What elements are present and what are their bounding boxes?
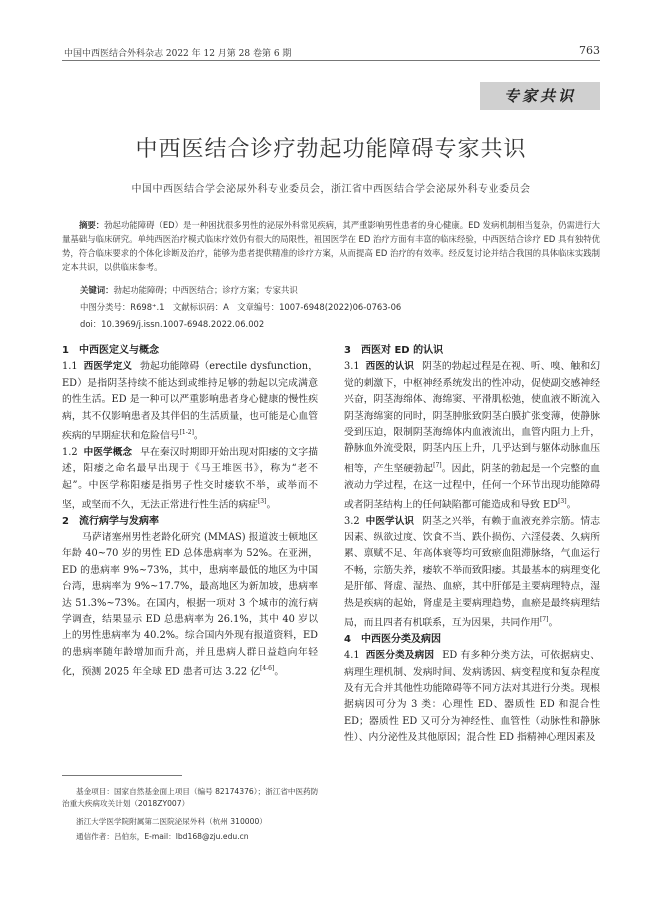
keywords-text: 勃起功能障碍；中西医结合；诊疗方案；专家共识	[113, 285, 298, 295]
section-3-heading: 3 西医对 ED 的认识	[344, 345, 444, 356]
abstract	[62, 218, 600, 274]
keywords-label: 关键词：	[80, 285, 114, 295]
abstract-text: 勃起功能障碍（ED）是一种困扰很多男性的泌尿外科常见疾病，其严重影响男性患者的身心健康。ED 发病机制相当复杂，仍需进行大量基础与临床研究。单纯西医治疗模式临床疗效仍有很大的局限性，祖国医学在 ED 治疗方面有丰富的临床经验，中西医结合诊疗 ED 具有独特优势，符合临床要求的个体化诊断及治疗，能够为患者提供精准的诊疗方案，从而提高 ED 治疗的有效率。经反复讨论并结合我国的具体临床实践制定本共识，以供临床参考。	[62, 220, 601, 272]
section-2-heading: 2 流行病学与发病率	[62, 515, 159, 527]
authors: 中国中西医结合学会泌尿外科专业委员会，浙江省中西医结合学会泌尿外科专业委员会	[131, 184, 531, 195]
section-3-1: 3.1 西医的认识 阴茎的勃起过程是在视、听、嗅、触和幻觉的刺激下，中枢神经系统发出的性冲动，促使副交感神经兴奋，阴茎海绵体、海绵窦、平滑肌松弛，使血液不断流入阴茎海绵窦的同时，阴茎肿胀致阴茎白膜扩张变薄，使静脉受到压迫，限制阴茎海绵体内血液流出，血管内阻力上升，静脉血外流受限，阴茎内压上升，几乎达到与躯体动脉血压相等，产生坚硬勃起[7]。因此，阴茎的勃起是一个完整的血液动力学过程，在这一过程中，任何一个环节出现功能障碍或者阴茎结构上的任何缺陷都可能造成和导致 ED[3]。	[344, 361, 601, 511]
keywords	[80, 284, 600, 296]
section-4-heading: 4 中西医分类及病因	[344, 633, 441, 645]
classification-meta: 中图分类号：R698⁺.1 文献标识码：A 文章编号：1007-6948(2022)06-0763-06	[80, 302, 402, 312]
footnote-correspondence: 通信作者：吕伯东，E-mail：lbd168@zju.edu.cn	[76, 832, 249, 841]
section-1-2: 1.2 中医学概念 早在秦汉时期即开始出现对阳痿的文字描述，阳痿之命名最早出现于《马王堆医书》，称为“老不起”。中医学称阳痿是指男子性交时痿软不举，或举而不坚，或坚而不久，无法正常进行性生活的病症[3]。	[62, 446, 319, 511]
footnote-affiliation: 浙江大学医学院附属第二医院泌尿外科（杭州 310000）	[76, 817, 267, 826]
section-1-heading: 1 中西医定义与概念	[62, 345, 159, 356]
section-4-1: 4.1 西医分类及病因 ED 有多种分类方法，可依据病史、病理生理机制、发病时间、发病诱因、病变程度和复杂程度及有无合并其他性功能障碍等不同方法对其进行分类。现根据病因可分为 3 类：心理性 ED、器质性 ED 和混合性 ED；器质性 ED 又可分为神经性、血管性（动脉性和静脉性）、内分泌性及其他原因；混合性 ED 指精神心理因素及	[344, 650, 601, 744]
section-2-text: 马萨诸塞州男性老龄化研究 (MMAS) 报道波士顿地区年龄 40~70 岁的男性 ED 总体患病率为 52%。在亚洲，ED 的患病率 9%~73%，其中，患病率最低的地区为中国台湾，患病率为 9%~17.7%，最高地区为新加坡，患病率达 51.3%~73%。在国内，根据一项对 3 个城市的流行病学调查，结果显示 ED 总患病率为 26.1%，其中 40 岁以上的男性患病率为 40.2%。综合国内外现有报道资料，ED 的患病率随年龄增加而升高，并且患病人群日益趋向年轻化，预测 2025 年全球 ED 患者可达 3.22 亿[4-6]。	[62, 532, 318, 678]
footnote-fund: 基金项目：国家自然基金面上项目（编号 82174376）；浙江省中医药防治重大疾病攻关计划（2018ZY007）	[62, 787, 319, 808]
journal-header: 中国中西医结合外科杂志 2022 年 12 月第 28 卷第 6 期	[64, 49, 292, 59]
page-number: 763	[579, 44, 600, 57]
doi: doi：10.3969/j.issn.1007-6948.2022.06.002	[80, 319, 265, 329]
header-divider	[62, 60, 600, 61]
footnote-divider	[62, 775, 182, 776]
abstract-label: 摘要：	[79, 220, 105, 230]
section-3-2: 3.2 中医学认识 阴茎之兴举，有赖于血液充养宗筋。情志因素、纵欲过度、饮食不当、跌仆损伤、六淫侵袭、久病所累、禀赋不足、年高体衰等均可致瘀血阻滞脉络，气血运行不畅，宗筋失养，痿软不举而致阳痿。其最基本的病理变化是肝郁、肾虚、湿热、血瘀，其中肝郁是主要病理特点，湿热是疾病的起始，肾虚是主要病理趋势，血瘀是最终病理结局，而且四者有机联系，互为因果，共同作用[7]。	[344, 515, 601, 629]
right-column	[344, 343, 600, 747]
category-badge: 专家共识	[480, 82, 600, 110]
section-1-1: 1.1 西医学定义 勃起功能障碍（erectile dysfunction，ED）是指阴茎持续不能达到或维持足够的勃起以完成满意的性生活。ED 是一种可以严重影响患者身心健康的慢性疾病，其不仅影响患者及其伴侣的生活质量，也可能是心血管疾病的早期症状和危险信号[1-2]。	[62, 361, 318, 442]
article-title: 中西医结合诊疗勃起功能障碍专家共识	[135, 137, 527, 162]
left-column	[62, 343, 318, 681]
